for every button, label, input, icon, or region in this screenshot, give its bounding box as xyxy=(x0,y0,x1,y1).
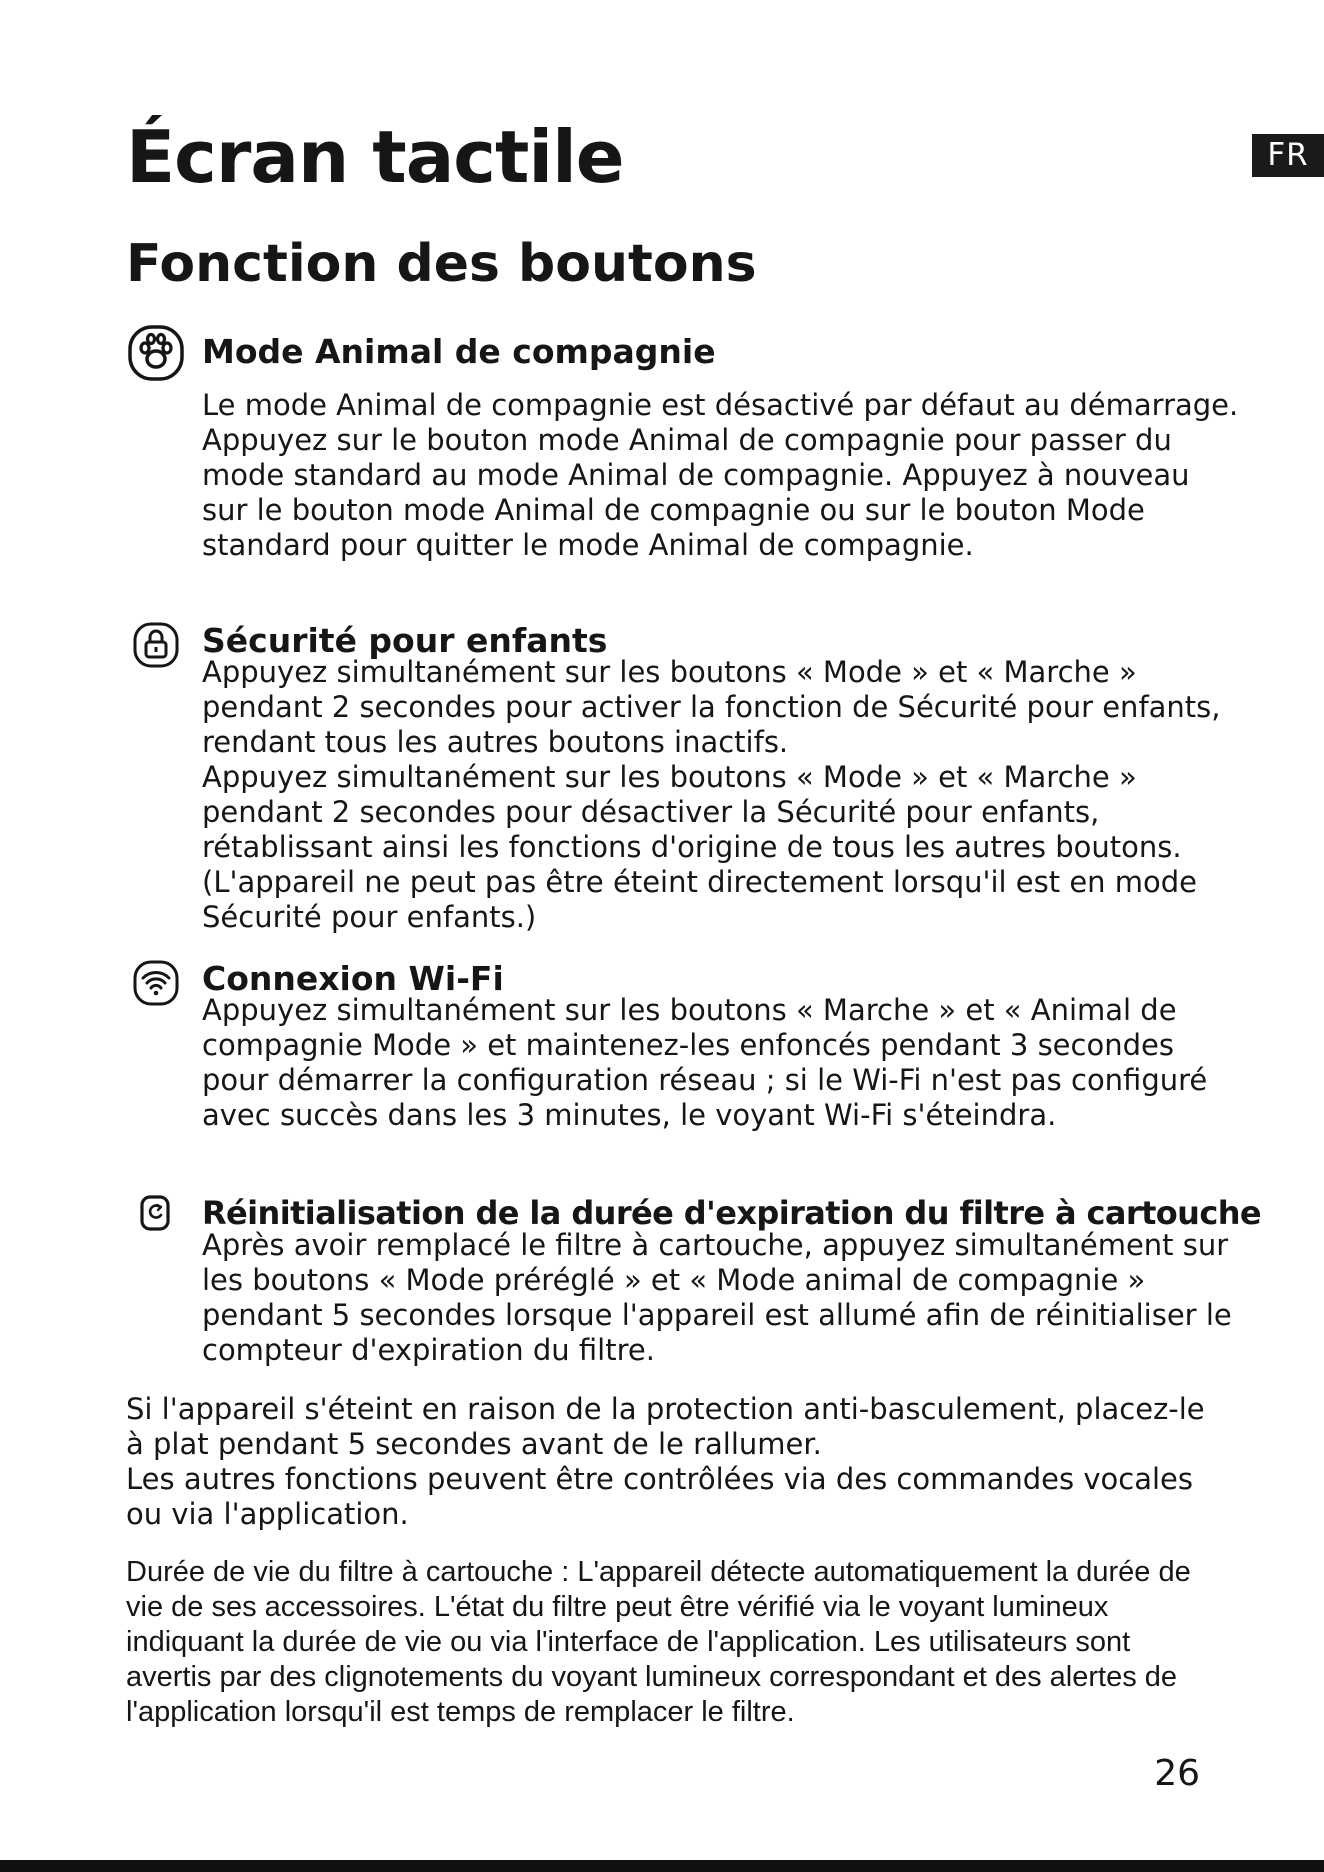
notes-block xyxy=(126,1392,1216,1532)
feature-paragraph: Appuyez simultanément sur les boutons « Mode » et « Marche » pendant 2 secondes pour activer la fonction de Sécurité pour enfants, rendant tous les autres boutons inactifs. xyxy=(202,655,1221,759)
feature-heading: Connexion Wi-Fi xyxy=(202,959,504,998)
feature-body xyxy=(202,1228,1242,1368)
feature-paragraph: Appuyez simultanément sur les boutons « Marche » et « Animal de compagnie Mode » et maintenez-les enfoncés pendant 3 secondes pour démarrer la configuration réseau ; si le Wi-Fi n'est pas configuré avec succès dans les 3 minutes, le voyant Wi-Fi s'éteindra. xyxy=(202,993,1208,1132)
note-paragraph: Si l'appareil s'éteint en raison de la protection anti-basculement, placez-le à plat pendant 5 secondes avant de le rallumer. xyxy=(126,1392,1205,1461)
paw-icon xyxy=(126,323,186,383)
lock-icon xyxy=(126,615,186,675)
feature-body xyxy=(202,388,1242,563)
bottom-rule xyxy=(0,1860,1324,1872)
note-paragraph: Les autres fonctions peuvent être contrôlées via des commandes vocales ou via l'application. xyxy=(126,1462,1193,1531)
feature-body xyxy=(202,993,1242,1133)
page-title: Écran tactile xyxy=(126,115,624,199)
feature-paragraph: Appuyez simultanément sur les boutons « Mode » et « Marche » pendant 2 secondes pour désactiver la Sécurité pour enfants, rétablissant ainsi les fonctions d'origine de tous les autres boutons. (L'appareil ne peut pas être éteint directement lorsqu'il est en mode Sécurité pour enfants.) xyxy=(202,760,1198,934)
feature-paragraph: Le mode Animal de compagnie est désactivé par défaut au démarrage. Appuyez sur le bouton mode Animal de compagnie pour passer du mode standard au mode Animal de compagnie. Appuyez à nouveau sur le bouton mode Animal de compagnie ou sur le bouton Mode standard pour quitter le mode Animal de compagnie. xyxy=(202,388,1239,562)
page-number: 26 xyxy=(1154,1753,1200,1794)
section-title: Fonction des boutons xyxy=(126,234,757,294)
feature-heading: Sécurité pour enfants xyxy=(202,621,608,660)
wifi-icon xyxy=(126,953,186,1013)
feature-paragraph: Après avoir remplacé le filtre à cartouche, appuyez simultanément sur les boutons « Mode préréglé » et « Mode animal de compagnie » pendant 5 secondes lorsque l'appareil est allumé afin de réinitialiser le compteur d'expiration du filtre. xyxy=(202,1228,1232,1367)
filter-reset-icon xyxy=(126,1184,186,1244)
feature-body xyxy=(202,655,1242,935)
feature-heading: Réinitialisation de la durée d'expiration du filtre à cartouche xyxy=(202,1194,1262,1232)
feature-heading: Mode Animal de compagnie xyxy=(202,332,716,371)
filter-life-paragraph: Durée de vie du filtre à cartouche : L'appareil détecte automatiquement la durée de vie de ses accessoires. L'état du filtre peut être vérifié via le voyant lumineux indiquant la durée de vie ou via l'interface de l'application. Les utilisateurs sont avertis par des clignotements du voyant lumineux correspondant et des alertes de l'application lorsqu'il est temps de remplacer le filtre. xyxy=(126,1556,1191,1728)
language-tab: FR xyxy=(1252,134,1324,177)
